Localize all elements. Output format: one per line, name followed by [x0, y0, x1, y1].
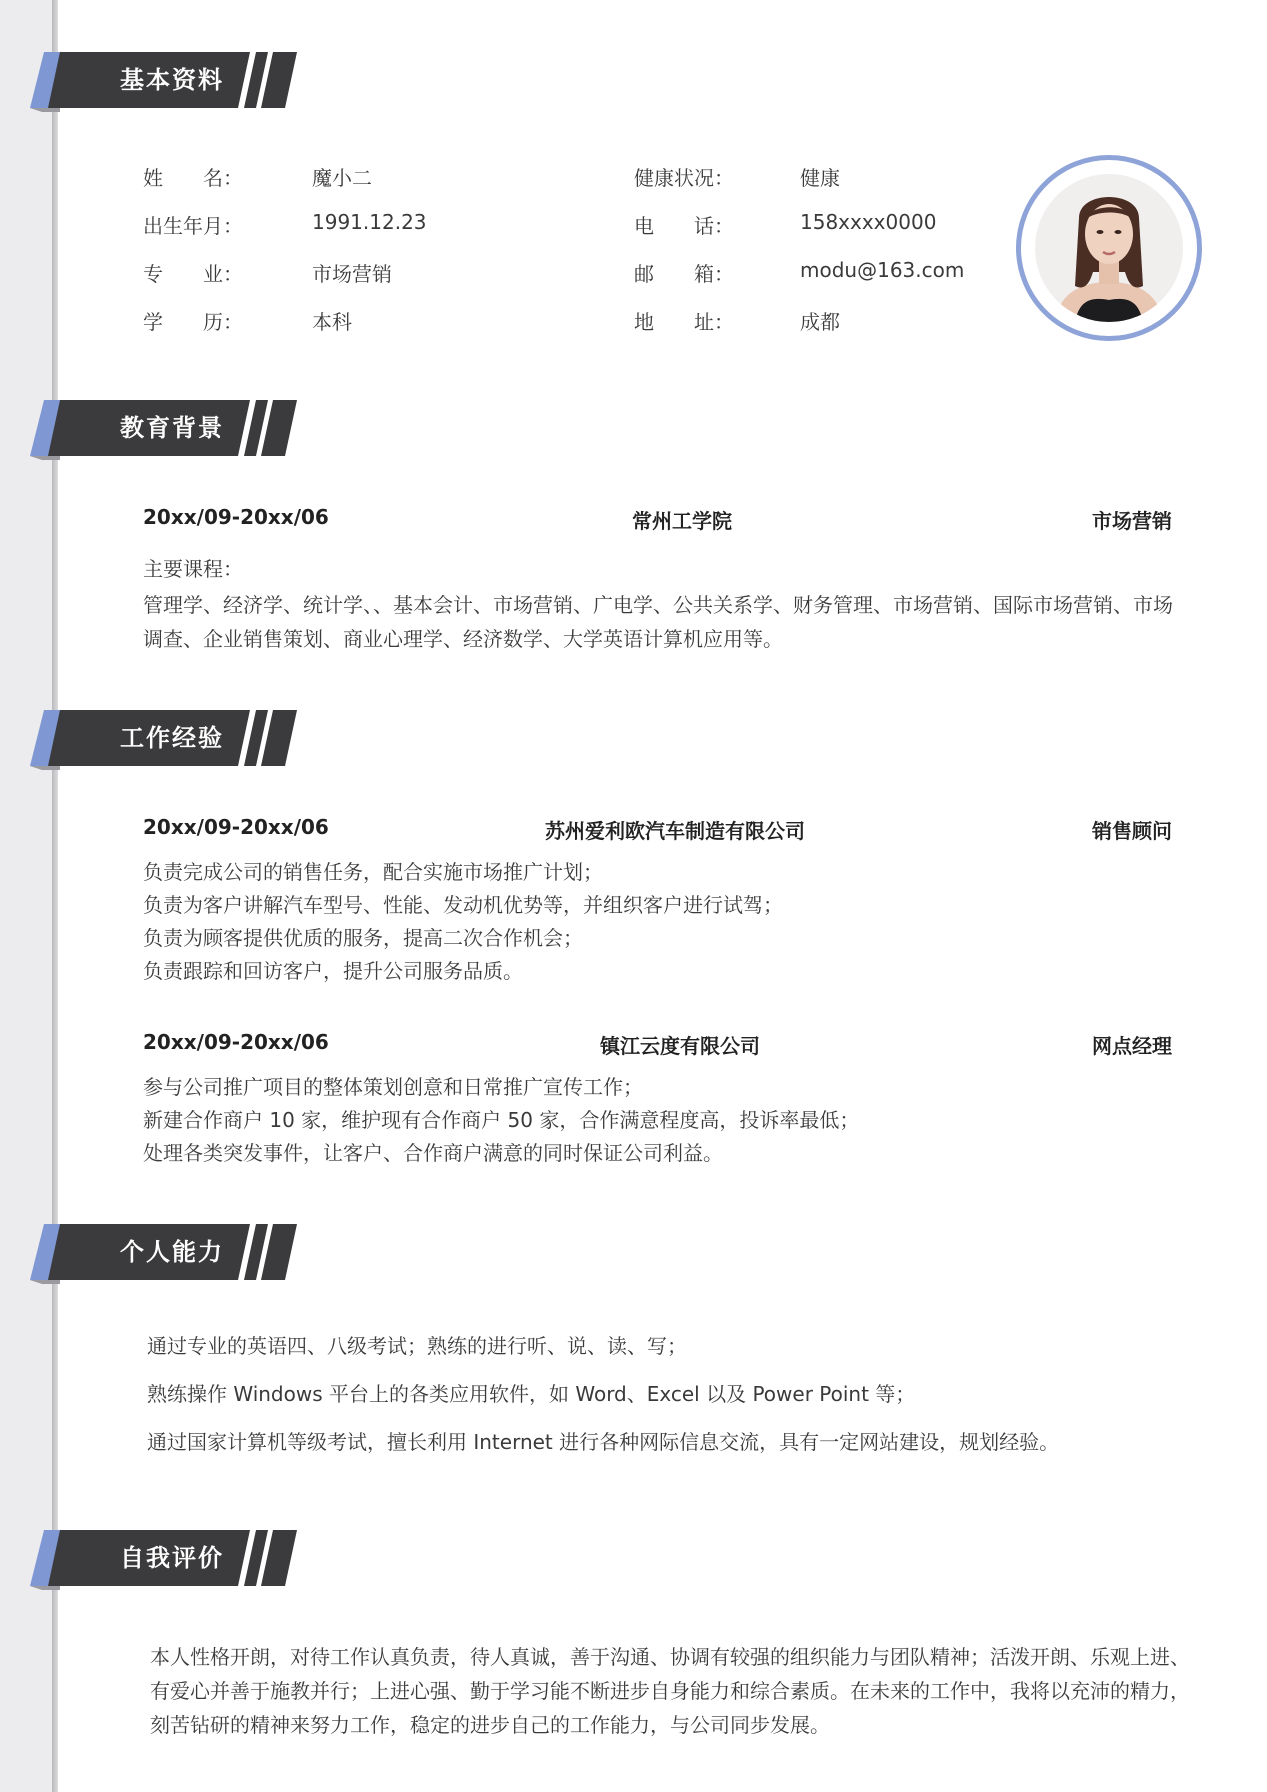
job-date: 20xx/09-20xx/06: [143, 1030, 329, 1054]
section-skills: [0, 1224, 1267, 1474]
avatar-icon: [1035, 174, 1183, 322]
education-value: 本科: [312, 310, 352, 334]
education-date: 20xx/09-20xx/06: [143, 505, 329, 529]
job-duty: 新建合作商户 10 家，维护现有合作商户 50 家，合作满意程度高，投诉率最低；: [143, 1108, 860, 1132]
profile-photo: [1016, 155, 1202, 341]
skill-item: 熟练操作 Windows 平台上的各类应用软件，如 Word、Excel 以及 Power Point 等；: [147, 1382, 916, 1406]
section-header: [0, 52, 310, 108]
name-label: 姓 名：: [143, 166, 243, 190]
section-work-experience: [0, 710, 1267, 1190]
skill-item: 通过国家计算机等级考试，擅长利用 Internet 进行各种网际信息交流，具有一定网站建设，规划经验。: [147, 1430, 1060, 1454]
health-label: 健康状况：: [634, 166, 734, 190]
section-self-evaluation: [0, 1530, 1267, 1770]
job-duty: 负责为客户讲解汽车型号、性能、发动机优势等，并组织客户进行试驾；: [143, 893, 783, 917]
education-school: 常州工学院: [632, 509, 732, 533]
job-company: 镇江云度有限公司: [600, 1034, 760, 1058]
education-major: 市场营销: [1092, 509, 1172, 533]
courses-label: 主要课程：: [143, 557, 243, 581]
job-duty: 处理各类突发事件，让客户、合作商户满意的同时保证公司利益。: [143, 1141, 723, 1165]
birth-label: 出生年月：: [143, 214, 243, 238]
section-title: 教育背景: [120, 414, 224, 442]
email-value: modu@163.com: [800, 258, 965, 282]
major-label: 专 业：: [143, 262, 243, 286]
section-education: [0, 400, 1267, 670]
job-company: 苏州爱利欧汽车制造有限公司: [545, 819, 805, 843]
birth-value: 1991.12.23: [312, 210, 427, 234]
address-value: 成都: [800, 310, 840, 334]
phone-value: 158xxxx0000: [800, 210, 937, 234]
section-title: 基本资料: [120, 66, 224, 94]
section-header: [0, 710, 310, 766]
section-title: 自我评价: [120, 1544, 224, 1572]
email-label: 邮 箱：: [634, 262, 734, 286]
self-evaluation-text: 本人性格开朗，对待工作认真负责，待人真诚，善于沟通、协调有较强的组织能力与团队精神；活泼开朗、乐观上进、有爱心并善于施教并行；上进心强、勤于学习能不断进步自身能力和综合素质。在未来的工作中，我将以充沛的精力，刻苦钻研的精神来努力工作，稳定的进步自己的工作能力，与公司同步发展。: [150, 1645, 1190, 1737]
job-date: 20xx/09-20xx/06: [143, 815, 329, 839]
phone-label: 电 话：: [634, 214, 734, 238]
skill-item: 通过专业的英语四、八级考试；熟练的进行听、说、读、写；: [147, 1334, 687, 1358]
job-duty: 负责完成公司的销售任务，配合实施市场推广计划；: [143, 860, 603, 884]
section-header: [0, 400, 310, 456]
job-duty: 参与公司推广项目的整体策划创意和日常推广宣传工作；: [143, 1075, 643, 1099]
section-header: [0, 1224, 310, 1280]
name-value: 魔小二: [312, 166, 372, 190]
section-title: 个人能力: [120, 1238, 224, 1266]
courses-text: 管理学、经济学、统计学、、基本会计、市场营销、广电学、公共关系学、财务管理、市场营销、国际市场营销、市场调查、企业销售策划、商业心理学、经济数学、大学英语计算机应用等。: [143, 593, 1173, 651]
address-label: 地 址：: [634, 310, 734, 334]
education-label: 学 历：: [143, 310, 243, 334]
job-position: 销售顾问: [1092, 819, 1172, 843]
section-header: [0, 1530, 310, 1586]
job-duty: 负责跟踪和回访客户，提升公司服务品质。: [143, 959, 523, 983]
major-value: 市场营销: [312, 262, 392, 286]
job-duty: 负责为顾客提供优质的服务，提高二次合作机会；: [143, 926, 583, 950]
section-title: 工作经验: [120, 724, 224, 752]
job-position: 网点经理: [1092, 1034, 1172, 1058]
health-value: 健康: [800, 166, 840, 190]
